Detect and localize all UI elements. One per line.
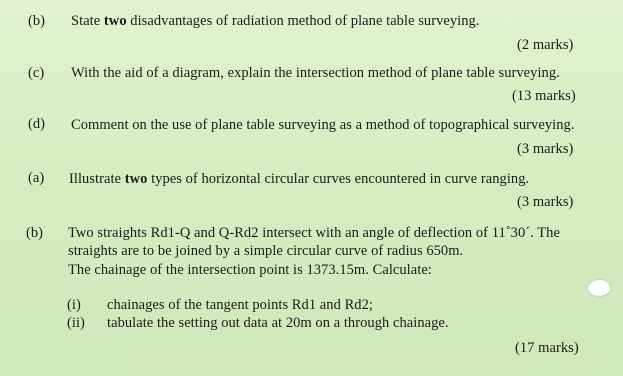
question-text: Illustrate two types of horizontal circular curves encountered in curve ranging. [69,171,530,187]
paper-blemish [587,278,612,298]
subitem-label: (ii) [67,315,85,331]
subitem-text: chainages of the tangent points Rd1 and Rd2; [107,297,373,313]
marks-label: (2 marks) [517,37,574,53]
marks-label: (13 marks) [512,88,576,104]
question-text-line: straights are to be joined by a simple circular curve of radius 650m. [68,243,464,259]
question-label: (d) [28,116,46,132]
question-label: (b) [28,13,46,29]
marks-label: (3 marks) [517,141,574,157]
question-text-line: The chainage of the intersection point is 1373.15m. Calculate: [68,262,432,278]
subitem-text: tabulate the setting out data at 20m on a through chainage. [107,315,449,331]
marks-label: (3 marks) [517,194,574,210]
marks-label: (17 marks) [515,340,579,356]
question-label: (c) [28,65,45,81]
question-text: Comment on the use of plane table surveying as a method of topographical surveying. [71,117,575,133]
question-text: With the aid of a diagram, explain the intersection method of plane table surveying. [71,65,560,81]
question-text-line: Two straights Rd1-Q and Q-Rd2 intersect with an angle of deflection of 11˚30´. The [68,225,560,241]
question-text: State two disadvantages of radiation method of plane table surveying. [71,13,480,29]
subitem-label: (i) [67,297,81,313]
question-label: (b) [26,225,44,241]
question-label: (a) [28,170,45,186]
